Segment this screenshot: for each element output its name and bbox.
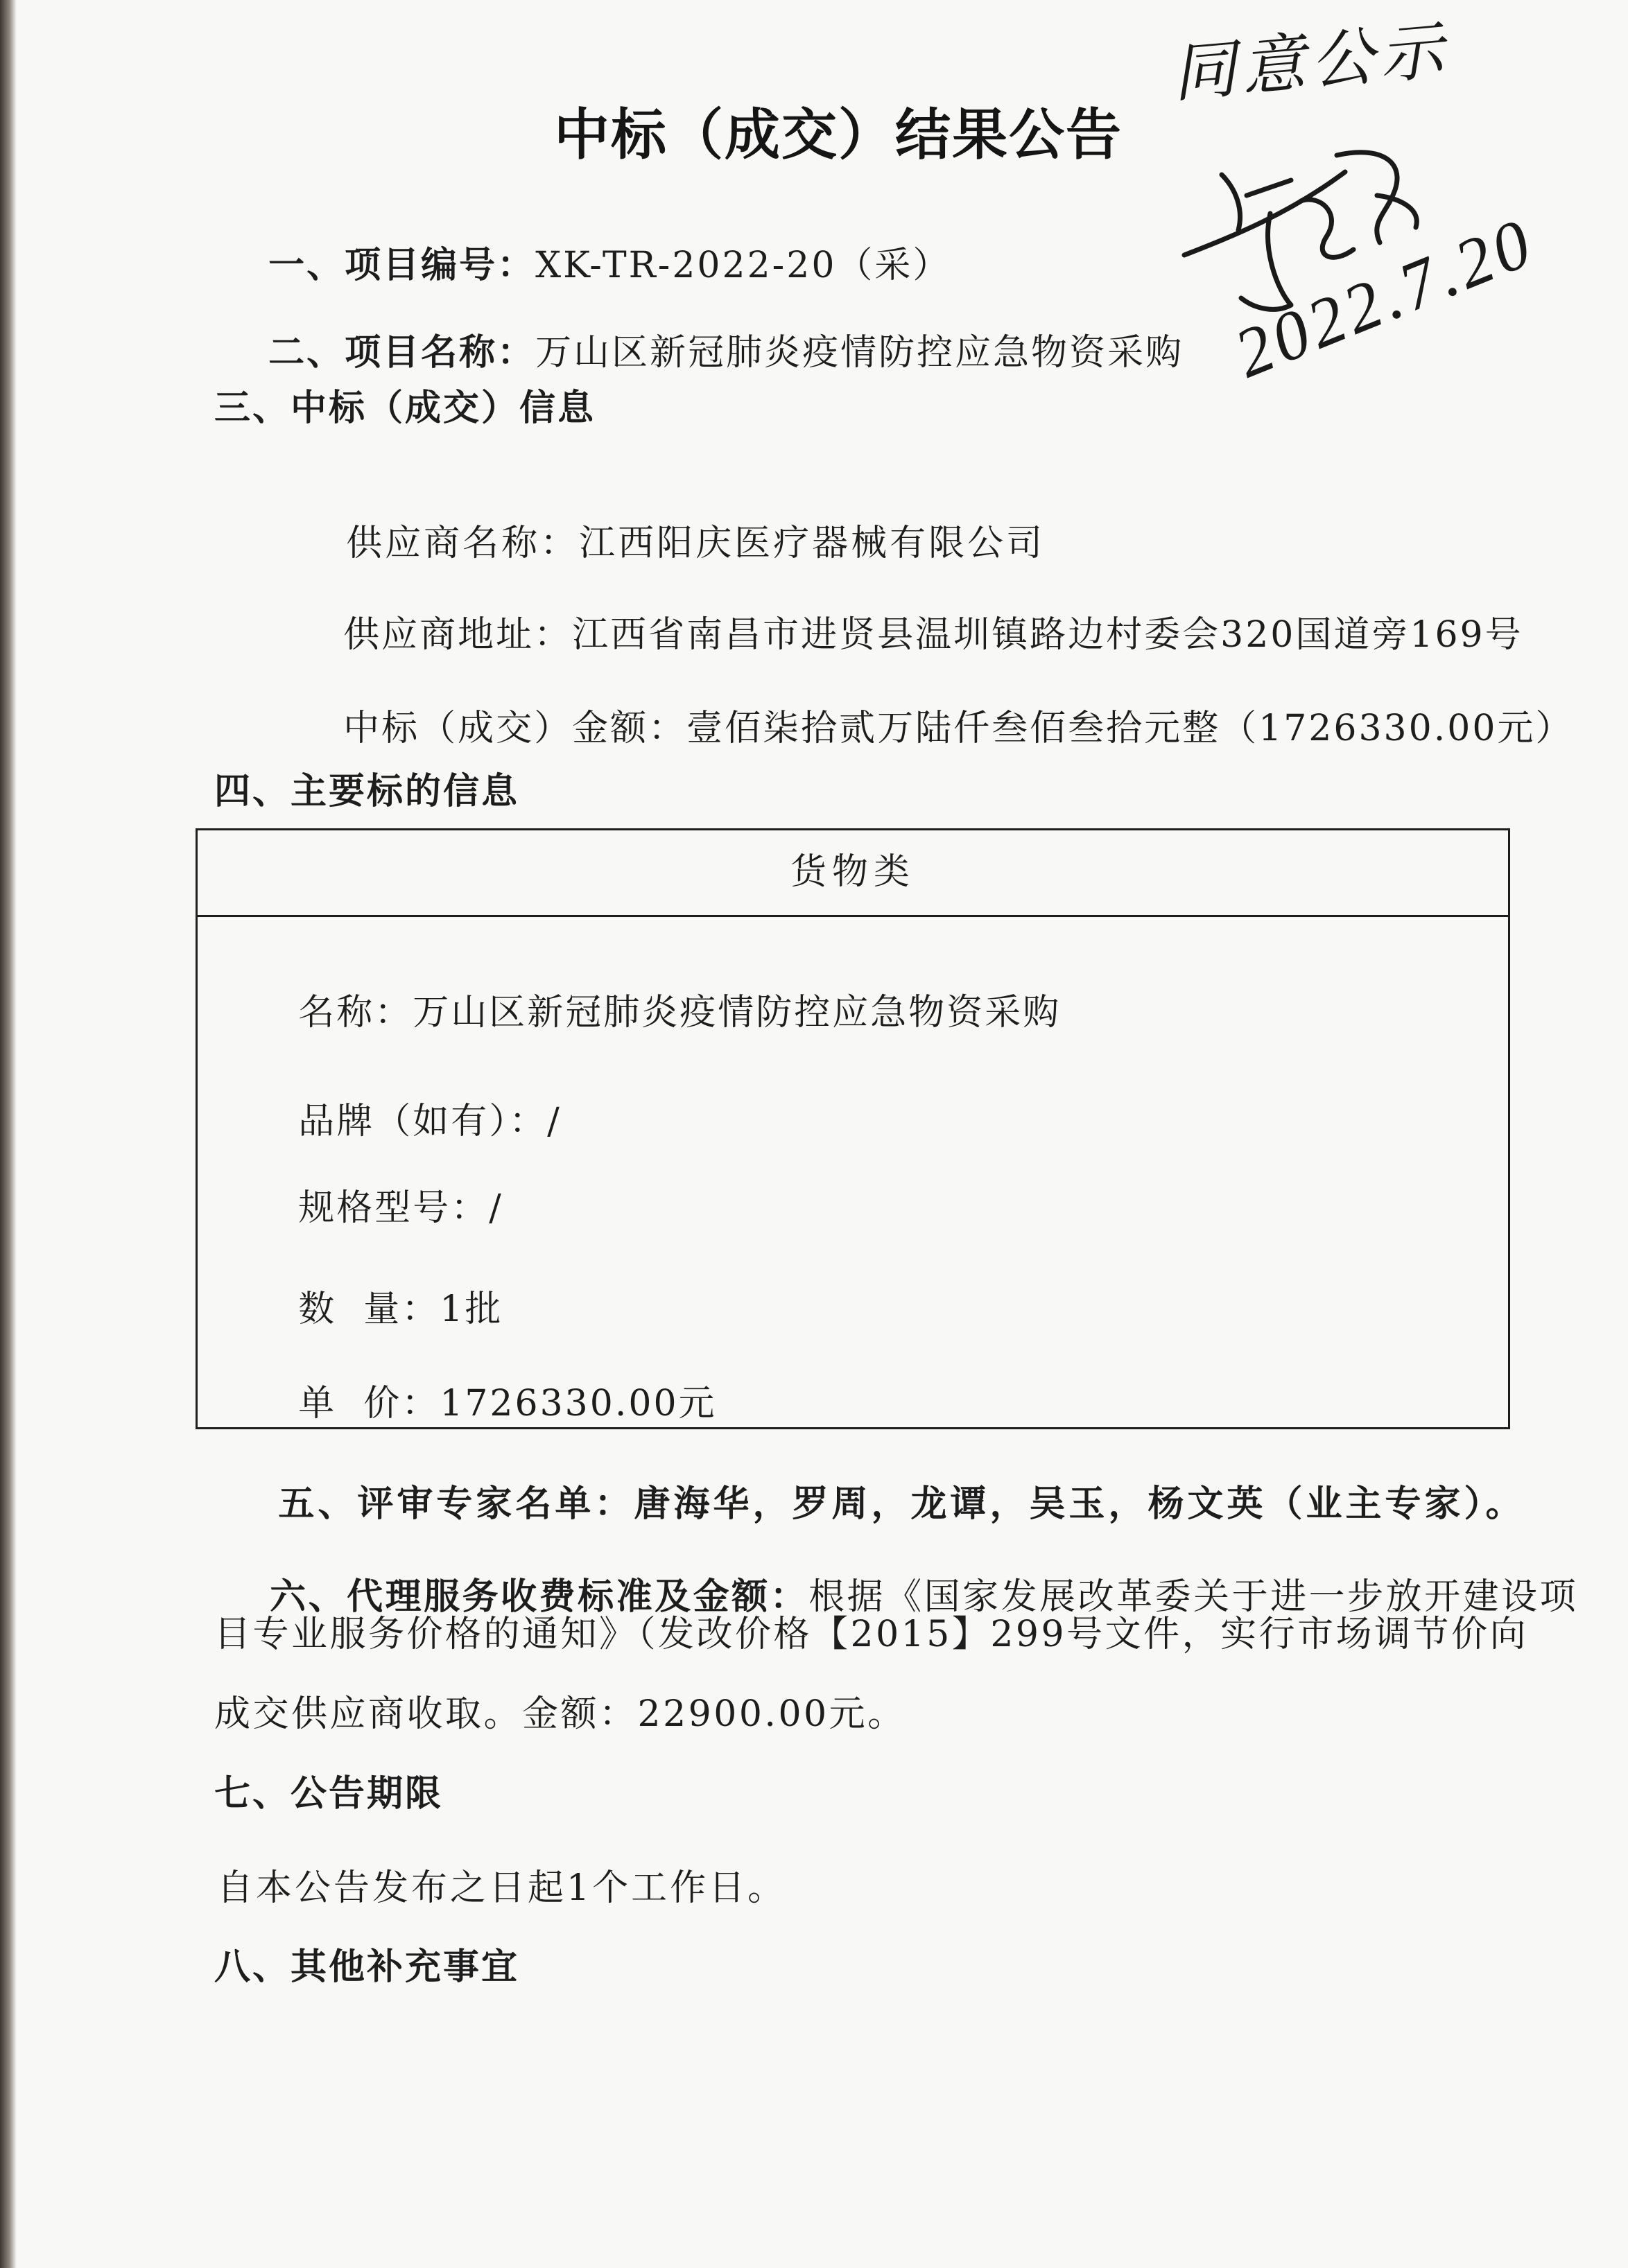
row-value: 1726330.00元 bbox=[440, 1383, 717, 1424]
row-value: / bbox=[547, 1101, 562, 1142]
handwritten-approval: 同意公示 bbox=[1169, 12, 1452, 112]
supplier-name-label: 供应商名称： bbox=[346, 523, 580, 564]
notice-period-text: 自本公告发布之日起1个工作日。 bbox=[217, 1867, 787, 1909]
project-number-label: 一、项目编号： bbox=[268, 245, 536, 286]
photo-edge-shadow bbox=[0, 0, 17, 2268]
review-experts-value: 唐海华，罗周，龙谭，吴玉，杨文英（业主专家）。 bbox=[634, 1483, 1525, 1525]
supplier-address-value: 江西省南昌市进贤县温圳镇路边村委会320国道旁169号 bbox=[572, 614, 1523, 656]
supplier-name-value: 江西阳庆医疗器械有限公司 bbox=[579, 523, 1046, 564]
agency-fee-text: 根据《国家发展改革委关于进一步放开建设项 bbox=[808, 1576, 1579, 1618]
subject-table bbox=[196, 828, 1510, 1429]
row-value: / bbox=[489, 1187, 503, 1229]
award-info-heading: 三、中标（成交）信息 bbox=[214, 387, 596, 429]
project-name-label: 二、项目名称： bbox=[268, 332, 536, 374]
handwritten-date: 2022.7.20 bbox=[1224, 203, 1545, 393]
row-label: 规格型号： bbox=[298, 1187, 490, 1229]
other-matters-heading: 八、其他补充事宜 bbox=[214, 1946, 520, 1988]
row-label: 品牌（如有）： bbox=[298, 1101, 548, 1142]
agency-fee-label: 六、代理服务收费标准及金额： bbox=[270, 1576, 809, 1618]
document-title: 中标（成交）结果公告 bbox=[554, 103, 1123, 167]
notice-period-heading: 七、公告期限 bbox=[214, 1773, 444, 1815]
supplier-address-label: 供应商地址： bbox=[343, 614, 573, 656]
project-name-value: 万山区新冠肺炎疫情防控应急物资采购 bbox=[535, 332, 1184, 374]
table-header: 货物类 bbox=[198, 830, 1508, 917]
subject-info-heading: 四、主要标的信息 bbox=[214, 771, 520, 812]
project-number-value: XK-TR-2022-20（采） bbox=[535, 245, 951, 286]
agency-fee-line-3: 成交供应商收取。金额：22900.00元。 bbox=[214, 1693, 906, 1735]
row-label: 数 量： bbox=[298, 1289, 440, 1330]
review-experts-label: 五、评审专家名单： bbox=[278, 1483, 634, 1525]
row-label: 名称： bbox=[298, 992, 413, 1033]
table-row bbox=[217, 950, 1061, 1075]
row-value: 万山区新冠肺炎疫情防控应急物资采购 bbox=[413, 992, 1062, 1033]
row-label: 单 价： bbox=[298, 1383, 440, 1424]
row-value: 1批 bbox=[440, 1289, 503, 1330]
agency-fee-line-2: 目专业服务价格的通知》（发改价格【2015】299号文件，实行市场调节价向 bbox=[214, 1614, 1529, 1655]
award-amount-value: 壹佰柒拾贰万陆仟叁佰叁拾元整（1726330.00元） bbox=[686, 708, 1574, 749]
award-amount-label: 中标（成交）金额： bbox=[343, 708, 687, 749]
